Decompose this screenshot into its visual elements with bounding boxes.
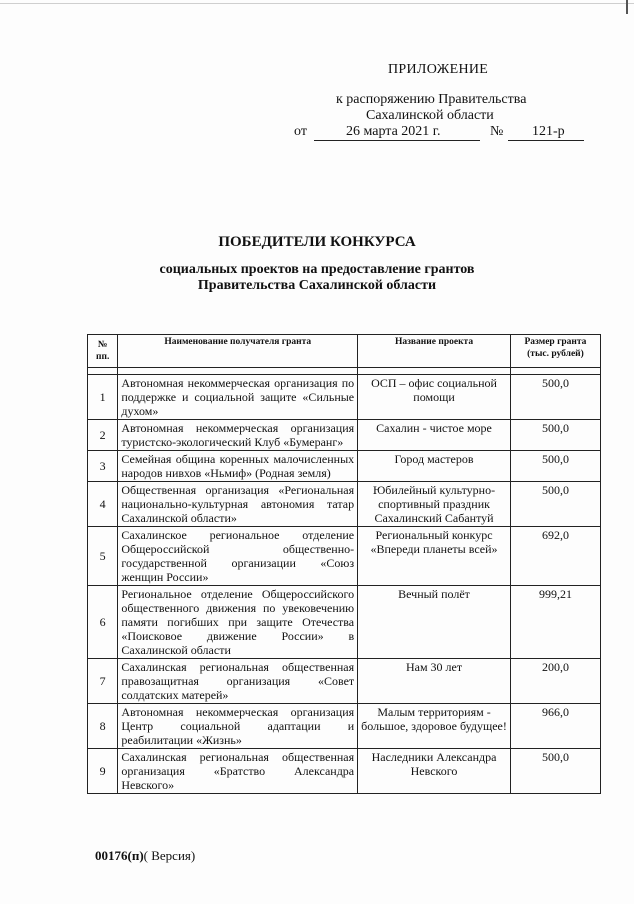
scan-edge-line: [0, 3, 634, 4]
table-row: [88, 659, 601, 704]
row-project: Сахалин - чистое море: [358, 420, 511, 451]
table-row: [88, 704, 601, 749]
date-underline: [314, 140, 480, 141]
row-project: Наследники Александра Невского: [358, 749, 511, 794]
table-row: [88, 420, 601, 451]
row-num: 1: [88, 375, 118, 420]
number-underline: [508, 140, 584, 141]
document-title: ПОБЕДИТЕЛИ КОНКУРСА: [218, 234, 416, 250]
row-project: Малым территориям - большое, здоровое будущее!: [358, 704, 511, 749]
appendix-decree-line: к распоряжению Правительства: [336, 92, 527, 107]
appendix-region-line: Сахалинской области: [366, 108, 494, 123]
row-org: Автономная некоммерческая организация по поддержке и социальной защите «Сильные духом»: [118, 375, 358, 420]
row-project: Региональный конкурс «Впереди планеты всей»: [358, 527, 511, 586]
document-code: 00176(п): [95, 848, 144, 863]
table-row: [88, 451, 601, 482]
row-org: Автономная некоммерческая организация туристско-экологический Клуб «Бумеранг»: [118, 420, 358, 451]
header-amount: Размер гранта (тыс. рублей): [510, 335, 600, 368]
header-project: Название проекта: [358, 335, 511, 368]
row-org: Сахалинское региональное отделение Общероссийской общественно-государственной организации «Союз женщин России»: [118, 527, 358, 586]
appendix-date-number-row: [294, 124, 594, 142]
table-row: [88, 586, 601, 659]
row-org: Сахалинская региональная общественная правозащитная организация «Совет солдатских матерей»: [118, 659, 358, 704]
row-num: 4: [88, 482, 118, 527]
row-project: Нам 30 лет: [358, 659, 511, 704]
row-org: Региональное отделение Общероссийского общественного движения по увековечению памяти погибших при защите Отечества «Поисковое движение России» в Сахалинской области: [118, 586, 358, 659]
row-amount: 500,0: [510, 451, 600, 482]
scan-corner-mark: [626, 0, 628, 14]
row-amount: 200,0: [510, 659, 600, 704]
row-org: Автономная некоммерческая организация Центр социальной адаптации и реабилитации «Жизнь»: [118, 704, 358, 749]
row-num: 5: [88, 527, 118, 586]
table-row: [88, 375, 601, 420]
from-label: от: [294, 124, 307, 139]
row-num: 9: [88, 749, 118, 794]
table-row: [88, 749, 601, 794]
row-amount: 692,0: [510, 527, 600, 586]
row-amount: 500,0: [510, 375, 600, 420]
table-header-row: [88, 335, 601, 368]
row-project: Юбилейный культурно-спортивный праздник Сахалинский Сабантуй: [358, 482, 511, 527]
row-num: 3: [88, 451, 118, 482]
number-label: №: [490, 124, 504, 139]
row-amount: 999,21: [510, 586, 600, 659]
header-num: № пп.: [88, 335, 118, 368]
row-num: 6: [88, 586, 118, 659]
decree-number: 121-р: [532, 124, 565, 139]
row-project: Город мастеров: [358, 451, 511, 482]
appendix-title: ПРИЛОЖЕНИЕ: [388, 62, 489, 77]
document-version: ( Версия): [143, 848, 196, 863]
row-amount: 500,0: [510, 749, 600, 794]
decree-date: 26 марта 2021 г.: [346, 124, 441, 139]
row-org: Семейная община коренных малочисленных народов нивхов «Ньмиф» (Родная земля): [118, 451, 358, 482]
row-project: ОСП – офис социальной помощи: [358, 375, 511, 420]
row-org: Сахалинская региональная общественная организация «Братство Александра Невского»: [118, 749, 358, 794]
row-org: Общественная организация «Региональная национально-культурная автономия татар Сахалинской области»: [118, 482, 358, 527]
row-project: Вечный полёт: [358, 586, 511, 659]
row-amount: 966,0: [510, 704, 600, 749]
document-subtitle-line1: социальных проектов на предоставление грантов: [159, 262, 475, 277]
table-spacer-row: [88, 368, 601, 375]
document-subtitle-line2: Правительства Сахалинской области: [197, 278, 437, 293]
document-footer: [95, 848, 195, 864]
row-num: 2: [88, 420, 118, 451]
row-amount: 500,0: [510, 420, 600, 451]
header-org: Наименование получателя гранта: [118, 335, 358, 368]
row-amount: 500,0: [510, 482, 600, 527]
row-num: 8: [88, 704, 118, 749]
table-row: [88, 482, 601, 527]
grant-winners-table: [87, 334, 601, 794]
row-num: 7: [88, 659, 118, 704]
table-row: [88, 527, 601, 586]
